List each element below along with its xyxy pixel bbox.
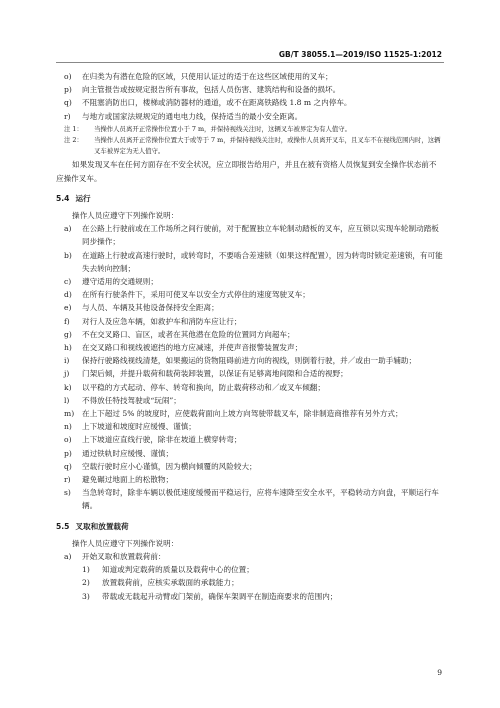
list-item <box>56 222 444 248</box>
list-item-marker: b) <box>64 250 72 260</box>
list-item-text: 在所有行驶条件下，采用可使叉车以安全方式停住的速度驾驶叉车； <box>82 290 310 300</box>
standard-header: GB/T 38055.1—2019/ISO 11525-1:2012 <box>278 50 442 59</box>
load-handling-list <box>56 550 444 603</box>
list-item <box>56 381 444 394</box>
section-number: 5.5 <box>56 521 70 531</box>
list-item-marker: k) <box>64 382 72 392</box>
list-item-text: 知道或判定载荷的质量以及载荷中心的位置； <box>102 565 254 575</box>
list-item <box>56 563 444 576</box>
pre-list <box>56 70 444 123</box>
list-item-text: 向主管报告或按规定报告所有事故，包括人员伤害、建筑结构和设备的损坏。 <box>82 85 341 95</box>
list-item-marker: e) <box>64 303 72 313</box>
list-item <box>56 328 444 341</box>
paragraph: 如果发现叉车在任何方面存在不安全状况，应立即报告给用户，并且在被有资格人员恢复到安全操作状态前不应操作叉车。 <box>56 160 437 183</box>
section-intro: 操作人员应遵守下列操作说明： <box>72 538 179 548</box>
list-item-text: 与人员、车辆及其他设备保持安全距离； <box>82 303 219 313</box>
list-item-marker: a) <box>64 224 72 234</box>
section-title: 叉取和放置载荷 <box>75 521 129 531</box>
list-item <box>56 315 444 328</box>
list-item-marker: j) <box>64 369 70 379</box>
list-item-text: 遵守适用的交通规则； <box>82 276 158 286</box>
list-item-marker: p) <box>64 85 72 95</box>
list-item-text: 与地方或国家法规规定的通电电力线，保持适当的最小安全距离。 <box>82 111 303 121</box>
list-item <box>56 473 444 486</box>
list-item <box>56 576 444 589</box>
list-item-marker: r) <box>64 474 71 484</box>
list-item-marker: 1) <box>82 565 90 575</box>
list-item-text: 上下坡道应直线行驶，除非在坡道上横穿转弯； <box>82 435 242 445</box>
note-label: 注 1： <box>64 124 83 133</box>
list-item-text: 以平稳的方式起动、停车、转弯和换向，防止载荷移动和／或叉车倾翻； <box>82 382 325 392</box>
list-item-marker: n) <box>64 422 72 432</box>
section-intro: 操作人员应遵守下列操作说明： <box>72 210 179 220</box>
list-item <box>56 96 444 109</box>
list-item-marker: g) <box>64 329 72 339</box>
list-item <box>56 550 444 563</box>
list-item-text: 当急转弯时，除非车辆以极低速度缓慢而平稳运行，应将车速降至安全水平，平稳转动方向盘，平顺运行车辆。 <box>82 488 439 511</box>
list-item-text: 在道路上行驶或高速行驶时，或转弯时，不要啮合差速锁（如果这样配置），因为转弯时锁定差速锁，有可能失去转向控制； <box>82 250 443 273</box>
list-item-marker: i) <box>64 356 70 366</box>
list-item <box>56 460 444 473</box>
list-item-text: 不阻塞消防出口，楼梯或消防器材的通道，或不在距离铁路线 1.8 m 之内停车。 <box>82 98 352 108</box>
list-item <box>56 420 444 433</box>
list-item-text: 不在交叉路口、盲区，或者在其他潜在危险的位置同方向超车； <box>82 329 295 339</box>
list-item-marker: o) <box>64 435 72 445</box>
list-item-marker: s) <box>64 488 71 498</box>
list-item <box>56 70 444 83</box>
list-item-text: 带载或无载起升动臂或门架前，确保车架调平在制造商要求的范围内； <box>102 591 338 601</box>
list-item <box>56 110 444 123</box>
list-item <box>56 301 444 314</box>
note <box>56 124 444 135</box>
header-rule <box>56 62 444 63</box>
section-heading-5-5 <box>56 520 444 533</box>
list-item-marker: q) <box>64 461 72 471</box>
note <box>56 135 444 156</box>
list-item <box>56 486 444 512</box>
list-item-text: 上下坡道和坡度时应缓慢、谨慎； <box>82 422 196 432</box>
note-label: 注 2： <box>64 136 83 145</box>
document-body <box>56 70 444 603</box>
list-item-text: 保持行驶路线视线清楚，如果搬运的货物阻碍前进方向的视线，则倒着行驶，并／或由一助手辅助； <box>82 356 417 366</box>
list-item <box>56 83 444 96</box>
note-text: 当操作人员离开正常操作位置大于或等于 7 m，并保持视线关注时，或操作人员离开叉车，且叉车不在视线范围内时，这辆叉车被界定为无人值守。 <box>94 136 441 155</box>
list-item-text: 在归类为有潜在危险的区域，只使用认证过的适于在这些区域使用的叉车； <box>82 72 333 81</box>
list-item-marker: f) <box>64 316 70 326</box>
list-item-marker: d) <box>64 290 72 300</box>
list-item-marker: r) <box>64 111 71 121</box>
list-item <box>56 447 444 460</box>
list-item <box>56 433 444 446</box>
section-title: 运行 <box>75 193 91 203</box>
list-item <box>56 249 444 275</box>
list-item-text: 在公路上行驶前或在工作场所之间行驶前，对于配置独立车轮制动踏板的叉车，应互锁以实现车轮制动踏板同步操作； <box>82 224 439 247</box>
list-item-marker: h) <box>64 342 72 352</box>
list-item-marker: p) <box>64 448 72 458</box>
section-number: 5.4 <box>56 193 70 203</box>
page-number: 9 <box>437 668 442 677</box>
list-item-text: 不得放任特技驾驶或“玩闹”； <box>82 395 181 405</box>
list-item-marker: c) <box>64 276 72 286</box>
list-item-text: 对行人及应急车辆，如救护车和消防车应让行； <box>82 316 242 326</box>
list-item <box>56 341 444 354</box>
list-item <box>56 354 444 367</box>
list-item-text: 在上下超过 5% 的坡度时，应使载荷面向上坡方向驾驶带载叉车，除非制造商推荐有另外方式； <box>82 408 403 418</box>
list-item-text: 空载行驶时应小心谨慎，因为横向倾覆的风险较大； <box>82 461 257 471</box>
list-item <box>56 407 444 420</box>
note-text: 当操作人员离开正常操作位置小于 7 m，并保持视线关注时，这辆叉车被界定为有人值守。 <box>94 124 352 133</box>
list-item <box>56 275 444 288</box>
list-item-marker: l) <box>64 395 70 405</box>
list-item-text: 门架后倾，并提升载荷和载荷装卸装置，以保证有足够离地间隙和合适的视野； <box>82 369 348 379</box>
list-item-marker: m) <box>64 408 75 418</box>
list-item-marker: q) <box>64 98 72 108</box>
list-item <box>56 590 444 603</box>
list-item-text: 放置载荷前，应核实承载面的承载能力； <box>102 578 239 588</box>
list-item <box>56 288 444 301</box>
list-item <box>56 367 444 380</box>
list-item-text: 通过铁轨时应缓慢、谨慎； <box>82 448 174 458</box>
notes-list <box>56 124 444 157</box>
list-item-text: 避免碾过地面上的松散物； <box>82 474 174 484</box>
list-item-text: 开始叉取和放置载荷前： <box>82 552 166 561</box>
list-item-text: 在交叉路口和视线被遮挡的地方应减速，并使声音报警装置发声； <box>82 342 303 352</box>
list-item-marker: 3) <box>82 591 90 601</box>
list-item-marker: o) <box>64 72 72 81</box>
list-item-marker: a) <box>64 552 72 561</box>
section-heading-5-4 <box>56 192 444 205</box>
list-item-marker: 2) <box>82 578 90 588</box>
operation-list <box>56 222 444 512</box>
list-item <box>56 394 444 407</box>
